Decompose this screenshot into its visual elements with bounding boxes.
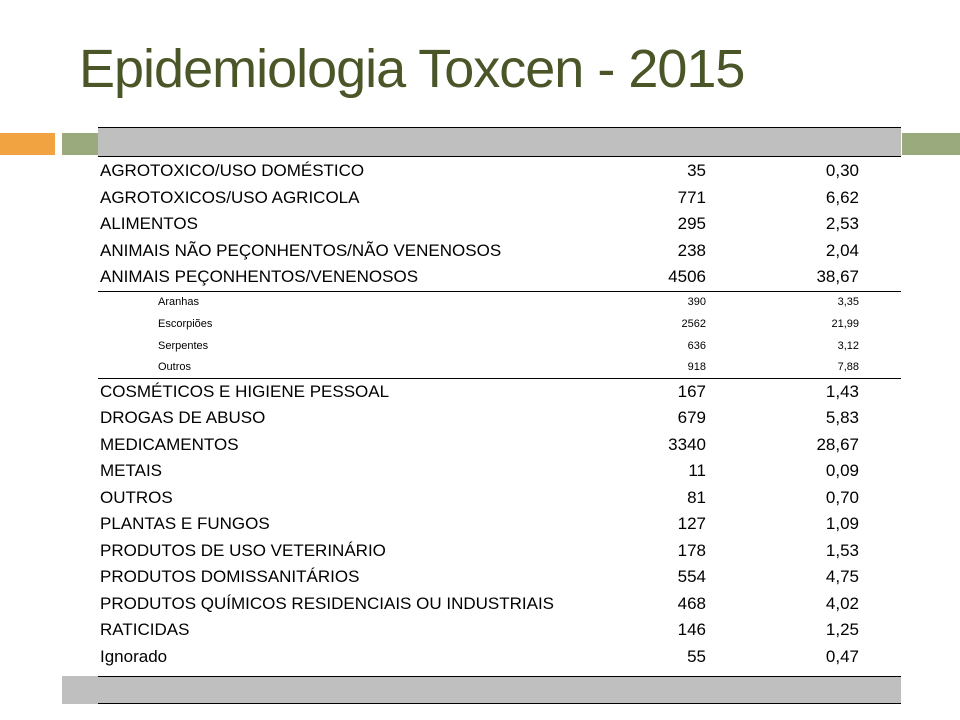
row-count: 4506: [668, 267, 706, 287]
row-count: 554: [677, 567, 706, 587]
table-row: [98, 591, 901, 618]
table-subrow: [98, 335, 901, 357]
row-count: 35: [687, 161, 706, 181]
row-percent: 28,67: [816, 434, 859, 454]
row-count: 390: [687, 296, 706, 308]
green-accent-bar-right: [902, 133, 960, 155]
table-row: [98, 238, 901, 265]
row-count: 238: [677, 240, 706, 260]
table-subrow: [98, 357, 901, 379]
row-count: 679: [677, 408, 706, 428]
row-count: 918: [687, 361, 706, 373]
row-count: 81: [687, 487, 706, 507]
slide-title: Epidemiologia Toxcen - 2015: [79, 39, 745, 99]
row-count: 295: [677, 214, 706, 234]
row-percent: 0,09: [825, 461, 859, 481]
row-percent: 3,12: [837, 339, 859, 352]
row-name: RATICIDAS: [100, 620, 190, 640]
row-name: PRODUTOS DOMISSANITÁRIOS: [100, 567, 360, 587]
row-count: 146: [677, 620, 706, 640]
row-name: AGROTOXICO/USO DOMÉSTICO: [100, 161, 365, 181]
row-name: PRODUTOS QUÍMICOS RESIDENCIAIS OU INDUSTRIAIS: [100, 593, 555, 613]
row-name: OUTROS: [100, 487, 173, 507]
table-subrow: [98, 291, 901, 313]
row-name: ANIMAIS NÃO PEÇONHENTOS/NÃO VENENOSOS: [100, 240, 502, 260]
row-name: Outros: [158, 361, 192, 373]
row-name: AGROTOXICOS/USO AGRICOLA: [100, 187, 360, 207]
row-count: 2562: [681, 317, 706, 330]
table-subrow: [98, 313, 901, 335]
table-row: [98, 511, 901, 538]
row-name: DROGAS DE ABUSO: [100, 408, 266, 428]
row-name: MEDICAMENTOS: [100, 434, 239, 454]
table-row: [98, 644, 901, 671]
row-count: 55: [687, 646, 706, 666]
row-percent: 4,02: [825, 593, 859, 613]
row-percent: 2,04: [825, 240, 859, 260]
table-row: [98, 432, 901, 459]
row-name: ANIMAIS PEÇONHENTOS/VENENOSOS: [100, 267, 419, 287]
row-percent: 3,35: [837, 296, 859, 308]
row-count: 11: [688, 461, 706, 481]
row-name: Aranhas: [158, 296, 199, 308]
row-count: 127: [677, 514, 706, 534]
row-name: Serpentes: [158, 339, 209, 352]
table-row: [98, 485, 901, 512]
row-percent: 1,53: [825, 540, 859, 560]
row-percent: 38,67: [816, 267, 859, 287]
row-percent: 1,43: [825, 381, 859, 401]
table-row: [98, 538, 901, 565]
table-header-bar: [98, 127, 901, 157]
row-percent: 5,83: [825, 408, 859, 428]
table-row: [98, 264, 901, 291]
row-name: METAIS: [100, 461, 163, 481]
green-accent-bar-left: [62, 133, 98, 155]
table-row: [98, 564, 901, 591]
row-count: 178: [677, 540, 706, 560]
table-row: [98, 379, 901, 406]
row-count: 771: [677, 187, 706, 207]
table-row: [98, 185, 901, 212]
row-name: ALIMENTOS: [100, 214, 198, 234]
table-row: [98, 405, 901, 432]
toxcen-table: [98, 158, 901, 670]
row-count: 167: [677, 381, 706, 401]
row-name: COSMÉTICOS E HIGIENE PESSOAL: [100, 381, 390, 401]
row-percent: 2,53: [825, 214, 859, 234]
table-row: [98, 211, 901, 238]
table-row: [98, 158, 901, 185]
row-percent: 7,88: [837, 361, 859, 373]
table-row: [98, 617, 901, 644]
table-footer-bar: [98, 676, 901, 704]
footer-left-bar: [62, 676, 98, 704]
row-name: Ignorado: [100, 646, 168, 666]
row-percent: 6,62: [825, 187, 859, 207]
row-percent: 4,75: [825, 567, 859, 587]
row-percent: 0,70: [825, 487, 859, 507]
row-name: PLANTAS E FUNGOS: [100, 514, 270, 534]
row-percent: 21,99: [831, 317, 859, 330]
row-percent: 1,25: [825, 620, 859, 640]
row-name: PRODUTOS DE USO VETERINÁRIO: [100, 540, 386, 560]
row-count: 636: [687, 339, 706, 352]
row-percent: 1,09: [825, 514, 859, 534]
row-percent: 0,30: [825, 161, 859, 181]
row-count: 468: [677, 593, 706, 613]
table-row: [98, 458, 901, 485]
row-percent: 0,47: [825, 646, 859, 666]
row-name: Escorpiões: [158, 317, 213, 330]
row-count: 3340: [668, 434, 706, 454]
orange-accent-bar: [0, 133, 55, 155]
